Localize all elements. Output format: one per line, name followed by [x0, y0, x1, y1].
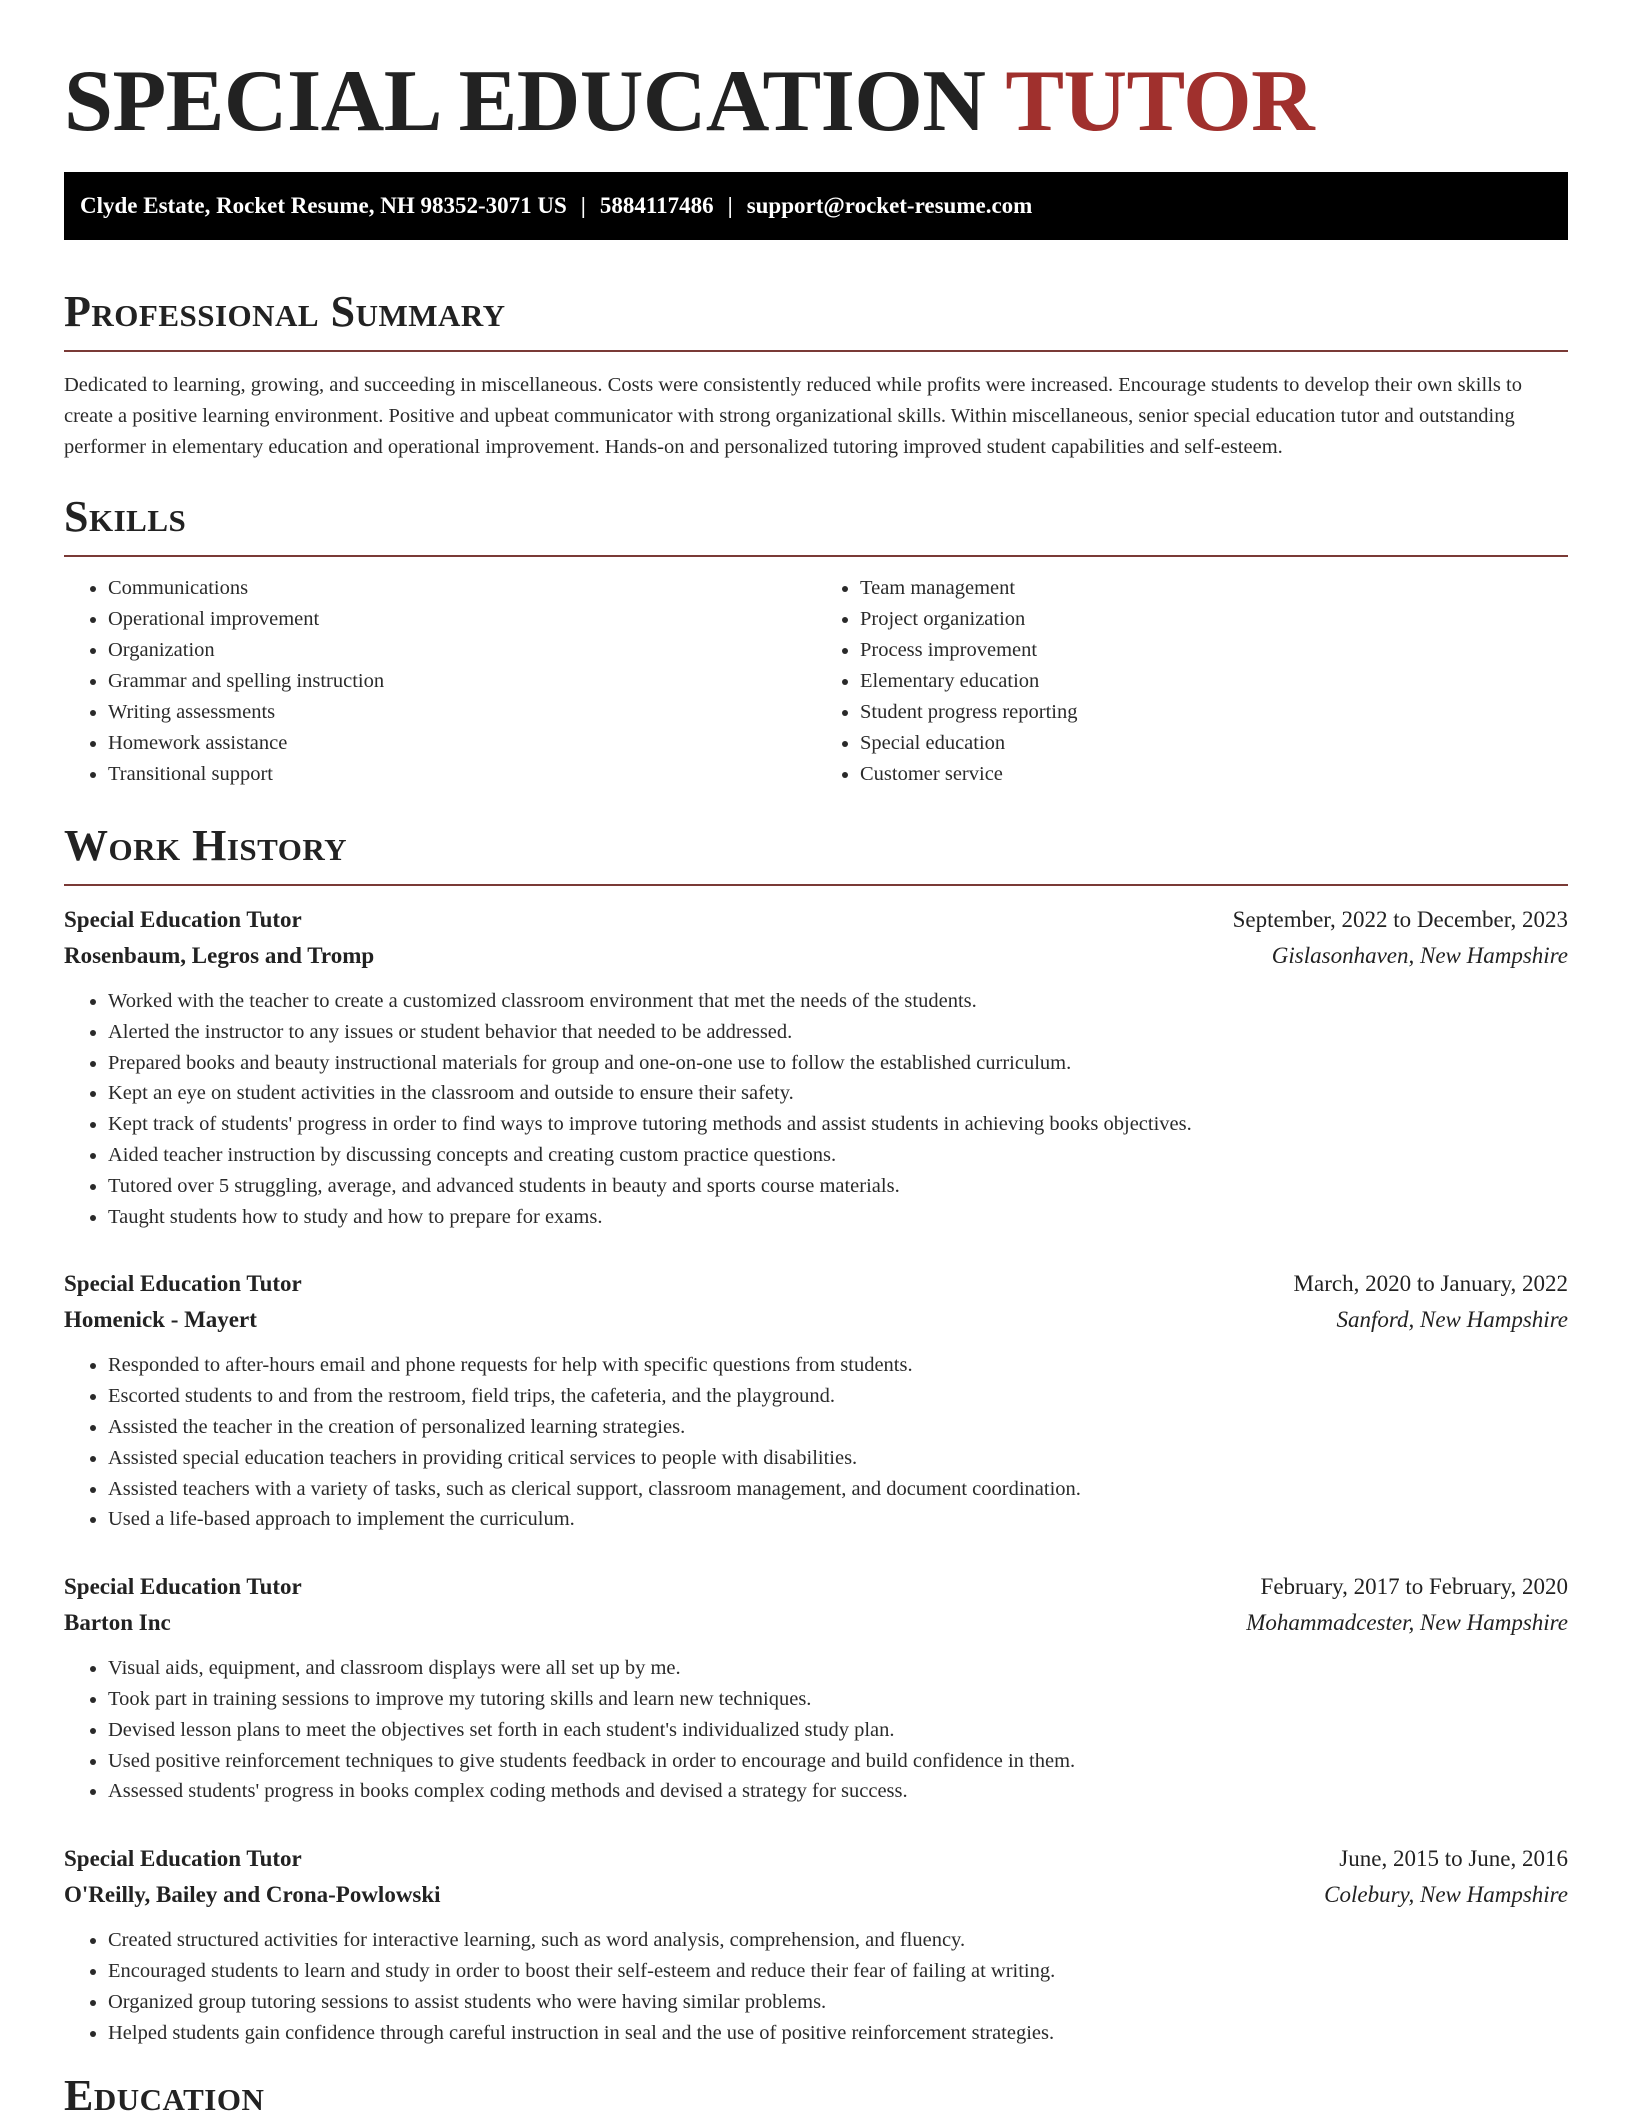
job-bullet: • Aided teacher instruction by discussing concepts and creating custom practice questions. [108, 1140, 1568, 1171]
job-bullet: • Created structured activities for interactive learning, such as word analysis, comprehension, and fluency. [108, 1925, 1568, 1956]
skills-column-left [64, 573, 816, 790]
job-dates: March, 2020 to January, 2022 [1293, 1271, 1568, 1297]
job-bullets [64, 1653, 1568, 1807]
job-location: Gislasonhaven, New Hampshire [1271, 943, 1568, 968]
skills-column-right [816, 573, 1568, 790]
job-title: Special Education Tutor [64, 907, 302, 932]
section-divider [64, 555, 1568, 557]
job-bullet: • Escorted students to and from the restroom, field trips, the cafeteria, and the playground. [108, 1381, 1568, 1412]
job-bullet: • Took part in training sessions to improve my tutoring skills and learn new techniques. [108, 1684, 1568, 1715]
section-title-summary: Professional Summary [64, 287, 506, 336]
job-company: Barton Inc [64, 1610, 171, 1636]
job-company-row [64, 1877, 1568, 1913]
job-company: Homenick - Mayert [64, 1307, 257, 1333]
job-company: Rosenbaum, Legros and Tromp [64, 943, 375, 968]
contact-bar [64, 172, 1568, 240]
job-bullet: • Responded to after-hours email and phone requests for help with specific questions from students. [108, 1350, 1568, 1381]
job-company: O'Reilly, Bailey and Crona-Powlowski [64, 1882, 441, 1908]
section-divider [64, 350, 1568, 352]
job-bullet: • Used positive reinforcement techniques to give students feedback in order to encourage and build confidence in them. [108, 1746, 1568, 1777]
contact-phone[interactable]: 5884117486 [599, 193, 714, 218]
job-location: Sanford, New Hampshire [1336, 1307, 1568, 1333]
job-title: Special Education Tutor [64, 1574, 302, 1600]
section-divider [64, 884, 1568, 886]
skill-item: • Team management [860, 573, 1568, 604]
resume-name-heading [64, 0, 1568, 176]
section-title-education: Education [64, 2071, 265, 2121]
skill-item: • Special education [860, 728, 1568, 759]
name-accent: TUTOR [1005, 53, 1315, 150]
job-bullet: • Used a life-based approach to implement the curriculum. [108, 1504, 1568, 1535]
job-header-row [64, 1841, 1568, 1877]
job-bullet: • Devised lesson plans to meet the objectives set forth in each student's individualized study plan. [108, 1715, 1568, 1746]
job-bullets [64, 1925, 1568, 2048]
job-dates: September, 2022 to December, 2023 [1232, 907, 1568, 932]
skill-item: • Transitional support [108, 759, 816, 790]
skills-list [64, 573, 1568, 790]
job-company-row [64, 938, 1568, 974]
job-entry [64, 902, 1568, 1232]
contact-separator: | [727, 193, 733, 218]
job-entry [64, 1266, 1568, 1535]
name-main: SPECIAL EDUCATION [64, 53, 986, 150]
skill-item: • Grammar and spelling instruction [108, 666, 816, 697]
job-bullet: • Alerted the instructor to any issues or student behavior that needed to be addressed. [108, 1017, 1568, 1048]
job-entry [64, 1841, 1568, 2048]
section-title-skills: Skills [64, 492, 187, 541]
job-location: Colebury, New Hampshire [1324, 1882, 1568, 1908]
job-bullet: • Helped students gain confidence through careful instruction in seal and the use of positive reinforcement strategies. [108, 2018, 1568, 2049]
job-bullet: • Assisted teachers with a variety of tasks, such as clerical support, classroom management, and document coordination. [108, 1474, 1568, 1505]
job-header-row [64, 1569, 1568, 1605]
skill-item: • Homework assistance [108, 728, 816, 759]
contact-address: Clyde Estate, Rocket Resume, NH 98352-3071 US [80, 193, 567, 218]
job-bullet: • Kept an eye on student activities in the classroom and outside to ensure their safety. [108, 1078, 1568, 1109]
job-title: Special Education Tutor [64, 1271, 302, 1297]
skill-item: • Customer service [860, 759, 1568, 790]
section-title-work-history: Work History [64, 821, 348, 870]
job-bullet: • Organized group tutoring sessions to assist students who were having similar problems. [108, 1987, 1568, 2018]
job-bullet: • Prepared books and beauty instructional materials for group and one-on-one use to follow the established curriculum. [108, 1048, 1568, 1079]
skill-item: • Elementary education [860, 666, 1568, 697]
skill-item: • Organization [108, 635, 816, 666]
skill-item: • Process improvement [860, 635, 1568, 666]
skill-item: • Student progress reporting [860, 697, 1568, 728]
job-bullet: • Visual aids, equipment, and classroom displays were all set up by me. [108, 1653, 1568, 1684]
job-bullet: • Worked with the teacher to create a customized classroom environment that met the needs of the students. [108, 986, 1568, 1017]
skill-item: • Operational improvement [108, 604, 816, 635]
job-bullet: • Assisted special education teachers in providing critical services to people with disabilities. [108, 1443, 1568, 1474]
job-bullets [64, 1350, 1568, 1535]
job-title: Special Education Tutor [64, 1846, 302, 1872]
job-bullets [64, 986, 1568, 1232]
skill-item: • Project organization [860, 604, 1568, 635]
job-company-row [64, 1605, 1568, 1641]
summary-text: Dedicated to learning, growing, and succeeding in miscellaneous. Costs were consistently reduced while profits were increased. Encourage students to develop their own skills to create a positive learning environment. Positive and upbeat communicator with strong organizational skills. Within miscellaneous, senior special education tutor and outstanding performer in elementary education and operational improvement. Hands-on and personalized tutoring improved student capabilities and self-esteem. [64, 374, 1522, 458]
job-bullet: • Tutored over 5 struggling, average, and advanced students in beauty and sports course materials. [108, 1171, 1568, 1202]
job-header-row [64, 1266, 1568, 1302]
job-bullet: • Assisted the teacher in the creation of personalized learning strategies. [108, 1412, 1568, 1443]
job-location: Mohammadcester, New Hampshire [1246, 1610, 1568, 1636]
job-bullet: • Kept track of students' progress in order to find ways to improve tutoring methods and assist students in achieving books objectives. [108, 1109, 1568, 1140]
work-history-list [64, 902, 1568, 2048]
job-bullet: • Taught students how to study and how to prepare for exams. [108, 1202, 1568, 1233]
job-dates: February, 2017 to February, 2020 [1260, 1574, 1568, 1600]
skill-item: • Communications [108, 573, 816, 604]
contact-email[interactable]: support@rocket-resume.com [746, 193, 1033, 218]
job-dates: June, 2015 to June, 2016 [1339, 1846, 1568, 1872]
job-entry [64, 1569, 1568, 1807]
job-bullet: • Encouraged students to learn and study in order to boost their self-esteem and reduce their fear of failing at writing. [108, 1956, 1568, 1987]
contact-separator: | [580, 193, 586, 218]
job-bullet: • Assessed students' progress in books complex coding methods and devised a strategy for success. [108, 1776, 1568, 1807]
job-header-row [64, 902, 1568, 938]
job-company-row [64, 1302, 1568, 1338]
skill-item: • Writing assessments [108, 697, 816, 728]
